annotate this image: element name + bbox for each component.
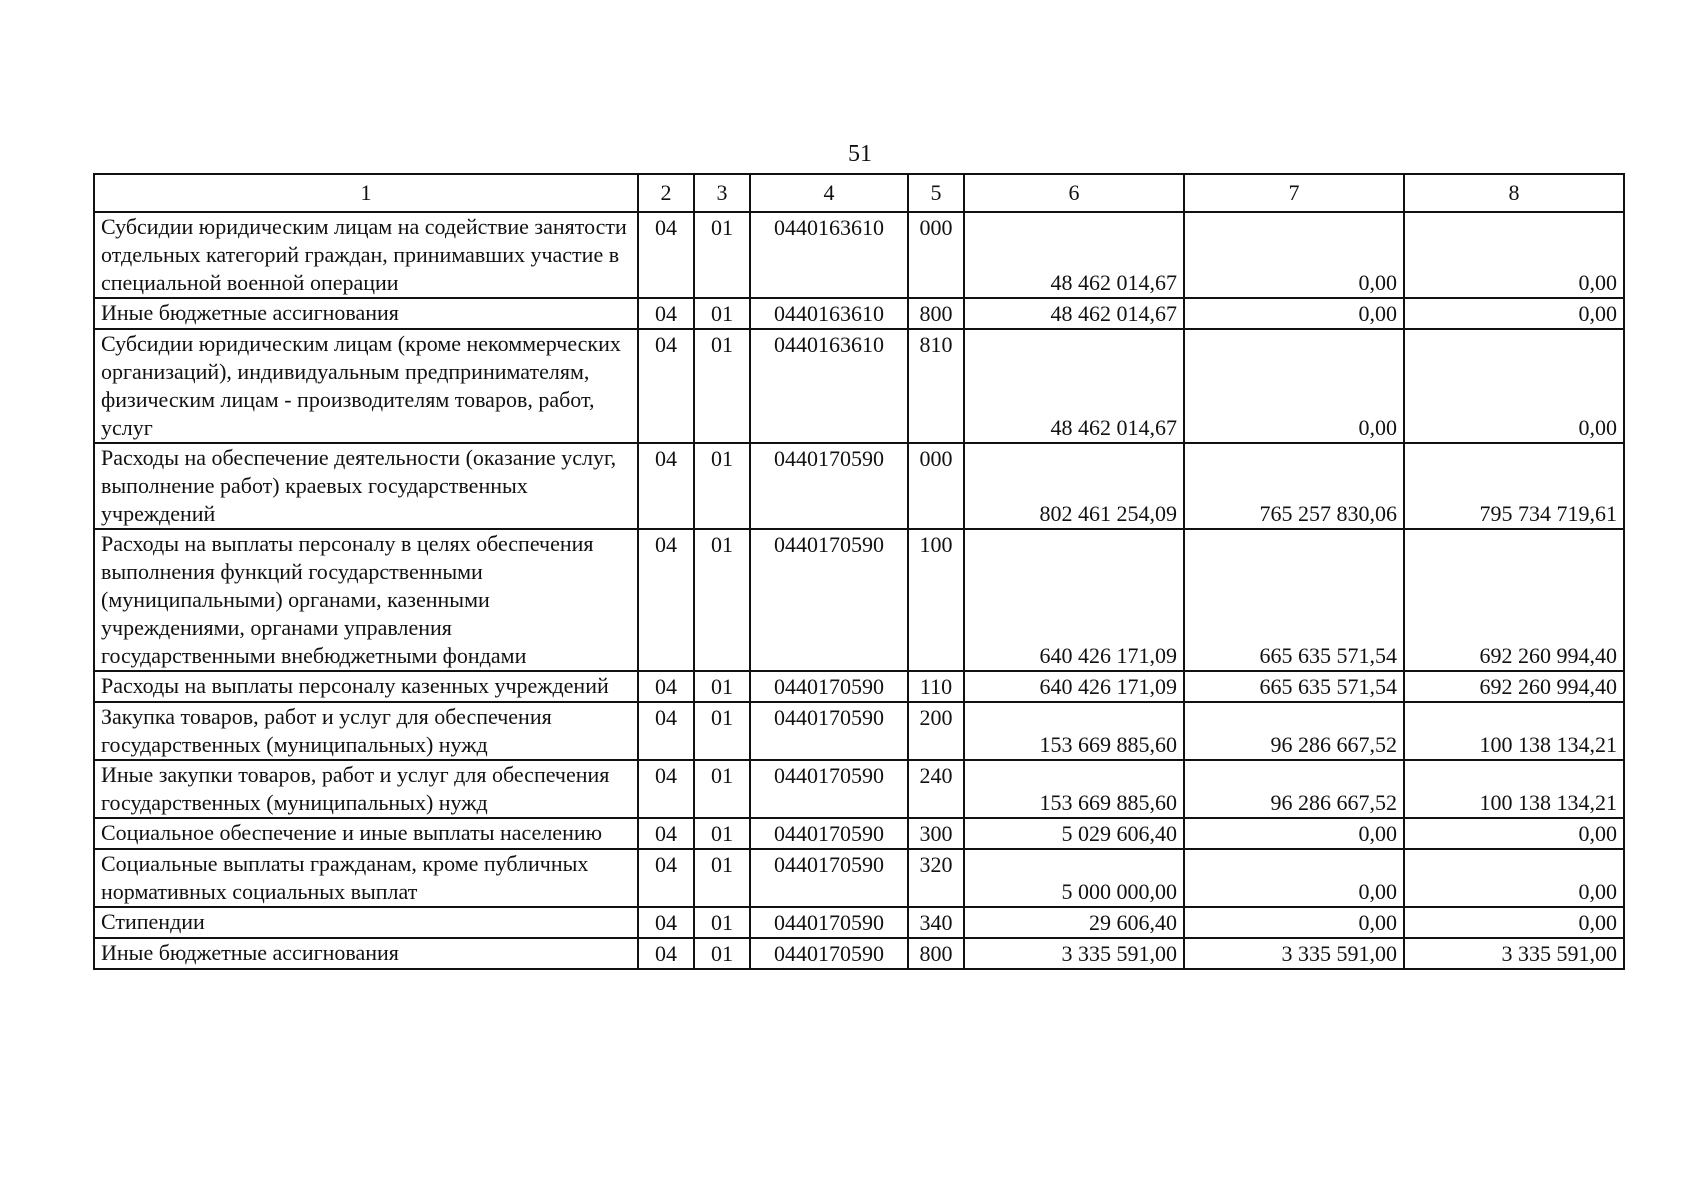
table-row [94, 671, 1624, 702]
cell-subsection: 01 [694, 443, 750, 529]
cell-name: Расходы на выплаты персоналу казенных учреждений [94, 671, 638, 702]
cell-subsection: 01 [694, 760, 750, 818]
cell-target-article: 0440163610 [750, 212, 908, 298]
cell-subsection: 01 [694, 671, 750, 702]
cell-subsection: 01 [694, 938, 750, 969]
cell-section: 04 [638, 907, 694, 938]
cell-amount-col7: 96 286 667,52 [1184, 760, 1404, 818]
cell-subsection: 01 [694, 529, 750, 671]
cell-amount-col7: 0,00 [1184, 818, 1404, 849]
cell-target-article: 0440163610 [750, 329, 908, 443]
cell-amount-col7: 96 286 667,52 [1184, 702, 1404, 760]
cell-section: 04 [638, 671, 694, 702]
cell-section: 04 [638, 849, 694, 907]
cell-name: Стипендии [94, 907, 638, 938]
cell-amount-col6: 48 462 014,67 [964, 329, 1184, 443]
table-row [94, 818, 1624, 849]
cell-target-article: 0440170590 [750, 529, 908, 671]
page-number: 51 [848, 141, 872, 167]
header-cell-4: 4 [750, 174, 908, 212]
cell-section: 04 [638, 818, 694, 849]
cell-amount-col8: 0,00 [1404, 298, 1624, 329]
cell-subsection: 01 [694, 818, 750, 849]
cell-amount-col8: 3 335 591,00 [1404, 938, 1624, 969]
cell-expense-type: 800 [908, 298, 964, 329]
cell-name: Иные бюджетные ассигнования [94, 938, 638, 969]
cell-amount-col7: 3 335 591,00 [1184, 938, 1404, 969]
cell-subsection: 01 [694, 702, 750, 760]
cell-amount-col7: 0,00 [1184, 849, 1404, 907]
cell-subsection: 01 [694, 907, 750, 938]
cell-amount-col6: 5 029 606,40 [964, 818, 1184, 849]
table-row [94, 760, 1624, 818]
cell-amount-col7: 0,00 [1184, 298, 1404, 329]
cell-amount-col8: 0,00 [1404, 818, 1624, 849]
cell-expense-type: 800 [908, 938, 964, 969]
table-header [94, 174, 1624, 212]
table-body [94, 212, 1624, 969]
table-row [94, 212, 1624, 298]
cell-name: Иные бюджетные ассигнования [94, 298, 638, 329]
budget-table [93, 173, 1625, 970]
cell-target-article: 0440170590 [750, 849, 908, 907]
cell-expense-type: 810 [908, 329, 964, 443]
cell-section: 04 [638, 760, 694, 818]
cell-amount-col6: 153 669 885,60 [964, 702, 1184, 760]
cell-target-article: 0440170590 [750, 702, 908, 760]
cell-amount-col6: 3 335 591,00 [964, 938, 1184, 969]
cell-expense-type: 240 [908, 760, 964, 818]
table-row [94, 849, 1624, 907]
cell-amount-col7: 665 635 571,54 [1184, 671, 1404, 702]
cell-expense-type: 340 [908, 907, 964, 938]
header-cell-3: 3 [694, 174, 750, 212]
cell-section: 04 [638, 702, 694, 760]
cell-target-article: 0440170590 [750, 443, 908, 529]
cell-amount-col6: 640 426 171,09 [964, 671, 1184, 702]
cell-amount-col8: 0,00 [1404, 212, 1624, 298]
cell-amount-col6: 48 462 014,67 [964, 298, 1184, 329]
cell-amount-col6: 48 462 014,67 [964, 212, 1184, 298]
cell-target-article: 0440170590 [750, 938, 908, 969]
cell-amount-col6: 5 000 000,00 [964, 849, 1184, 907]
cell-name: Субсидии юридическим лицам (кроме некоммерческих организаций), индивидуальным предпринимателям, физическим лицам - производителям товаров, работ, услуг [94, 329, 638, 443]
cell-name: Расходы на обеспечение деятельности (оказание услуг, выполнение работ) краевых государственных учреждений [94, 443, 638, 529]
cell-name: Субсидии юридическим лицам на содействие занятости отдельных категорий граждан, принимавших участие в специальной военной операции [94, 212, 638, 298]
cell-amount-col8: 692 260 994,40 [1404, 529, 1624, 671]
header-cell-6: 6 [964, 174, 1184, 212]
cell-amount-col6: 29 606,40 [964, 907, 1184, 938]
cell-amount-col8: 100 138 134,21 [1404, 760, 1624, 818]
cell-target-article: 0440170590 [750, 818, 908, 849]
cell-subsection: 01 [694, 329, 750, 443]
cell-amount-col8: 0,00 [1404, 907, 1624, 938]
cell-amount-col7: 0,00 [1184, 329, 1404, 443]
cell-expense-type: 000 [908, 212, 964, 298]
cell-expense-type: 300 [908, 818, 964, 849]
cell-subsection: 01 [694, 849, 750, 907]
header-cell-8: 8 [1404, 174, 1624, 212]
cell-section: 04 [638, 329, 694, 443]
header-cell-1: 1 [94, 174, 638, 212]
cell-name: Закупка товаров, работ и услуг для обеспечения государственных (муниципальных) нужд [94, 702, 638, 760]
cell-expense-type: 100 [908, 529, 964, 671]
table-row [94, 298, 1624, 329]
cell-amount-col6: 802 461 254,09 [964, 443, 1184, 529]
cell-name: Расходы на выплаты персоналу в целях обеспечения выполнения функций государственными (муниципальными) органами, казенными учреждениями, органами управления государственными внебюджетными фондами [94, 529, 638, 671]
cell-expense-type: 000 [908, 443, 964, 529]
table-row [94, 907, 1624, 938]
cell-expense-type: 200 [908, 702, 964, 760]
table-row [94, 529, 1624, 671]
cell-subsection: 01 [694, 212, 750, 298]
cell-amount-col6: 153 669 885,60 [964, 760, 1184, 818]
table-row [94, 702, 1624, 760]
cell-target-article: 0440170590 [750, 907, 908, 938]
cell-target-article: 0440170590 [750, 671, 908, 702]
table-row [94, 329, 1624, 443]
cell-expense-type: 320 [908, 849, 964, 907]
cell-section: 04 [638, 938, 694, 969]
header-cell-7: 7 [1184, 174, 1404, 212]
cell-section: 04 [638, 529, 694, 671]
table-row [94, 443, 1624, 529]
cell-amount-col8: 100 138 134,21 [1404, 702, 1624, 760]
cell-amount-col8: 692 260 994,40 [1404, 671, 1624, 702]
table-row [94, 938, 1624, 969]
cell-name: Иные закупки товаров, работ и услуг для обеспечения государственных (муниципальных) нужд [94, 760, 638, 818]
header-cell-5: 5 [908, 174, 964, 212]
cell-expense-type: 110 [908, 671, 964, 702]
cell-section: 04 [638, 443, 694, 529]
cell-amount-col7: 665 635 571,54 [1184, 529, 1404, 671]
cell-section: 04 [638, 212, 694, 298]
cell-amount-col8: 0,00 [1404, 849, 1624, 907]
cell-amount-col7: 765 257 830,06 [1184, 443, 1404, 529]
cell-name: Социальные выплаты гражданам, кроме публичных нормативных социальных выплат [94, 849, 638, 907]
header-cell-2: 2 [638, 174, 694, 212]
cell-amount-col8: 795 734 719,61 [1404, 443, 1624, 529]
cell-amount-col7: 0,00 [1184, 212, 1404, 298]
cell-amount-col6: 640 426 171,09 [964, 529, 1184, 671]
cell-name: Социальное обеспечение и иные выплаты населению [94, 818, 638, 849]
cell-section: 04 [638, 298, 694, 329]
cell-subsection: 01 [694, 298, 750, 329]
cell-amount-col7: 0,00 [1184, 907, 1404, 938]
cell-target-article: 0440163610 [750, 298, 908, 329]
header-row [94, 174, 1624, 212]
cell-target-article: 0440170590 [750, 760, 908, 818]
cell-amount-col8: 0,00 [1404, 329, 1624, 443]
